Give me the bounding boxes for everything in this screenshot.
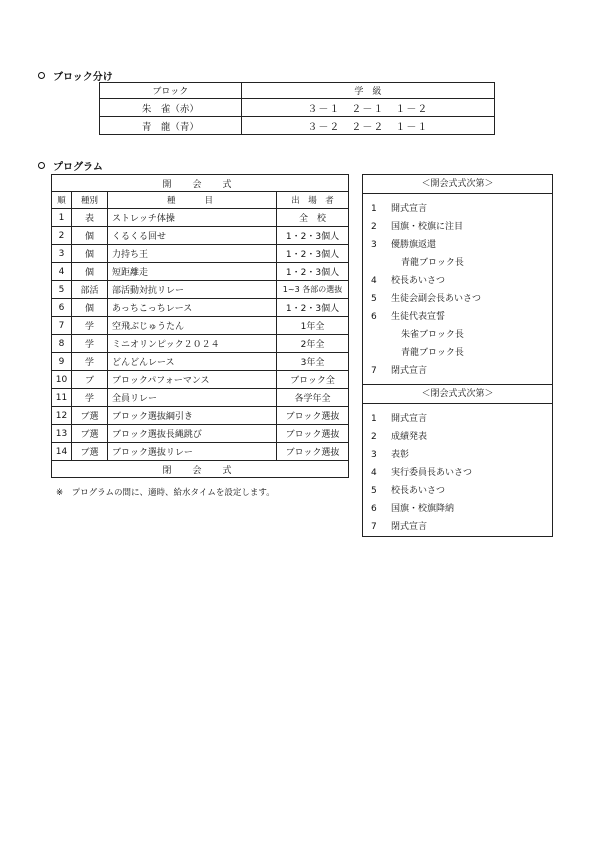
- order-cell: 10: [52, 371, 72, 389]
- list-item: [363, 290, 552, 308]
- item-number: 3: [371, 450, 377, 460]
- order-cell: 14: [52, 443, 72, 461]
- item-number: [363, 344, 401, 362]
- list-item: [363, 428, 552, 446]
- type-cell: ブ選: [72, 407, 108, 425]
- program-column-headers: [52, 192, 349, 209]
- event-header: 種 目: [108, 192, 277, 209]
- item-text: 生徒会副会長あいさつ: [391, 294, 482, 304]
- event-cell: どんどんレース: [108, 353, 277, 371]
- opening-ceremony-order-list: [363, 194, 552, 384]
- list-subitem: [363, 344, 552, 362]
- order-cell: 7: [52, 317, 72, 335]
- item-number: 4: [371, 468, 377, 478]
- type-cell: 学: [72, 317, 108, 335]
- participants-cell: ブロック選抜: [277, 443, 349, 461]
- table-row: [52, 281, 349, 299]
- item-text: 国旗・校旗に注目: [391, 222, 464, 232]
- event-cell: あっちこっちレース: [108, 299, 277, 317]
- type-cell: ブ: [72, 371, 108, 389]
- item-number: 5: [371, 486, 377, 496]
- participants-cell: 3年全: [277, 353, 349, 371]
- item-number: 6: [371, 312, 377, 322]
- table-row: [52, 407, 349, 425]
- opening-ceremony-label: 開 会 式: [52, 175, 349, 192]
- table-row: [52, 299, 349, 317]
- type-cell: 個: [72, 245, 108, 263]
- block-row: [100, 99, 495, 117]
- participants-cell: ブロック選抜: [277, 425, 349, 443]
- participants-cell: 1年全: [277, 317, 349, 335]
- list-subitem: [363, 254, 552, 272]
- participants-cell: 2年全: [277, 335, 349, 353]
- table-row: [52, 353, 349, 371]
- list-item: [363, 200, 552, 218]
- item-text: 朱雀ブロック長: [401, 330, 464, 340]
- program-section-heading: [38, 158, 103, 173]
- list-item: [363, 218, 552, 236]
- order-cell: 1: [52, 209, 72, 227]
- block-table-header: [100, 83, 495, 99]
- closing-ceremony-label: 閉 会 式: [52, 461, 349, 478]
- order-cell: 13: [52, 425, 72, 443]
- participants-cell: 各学年全: [277, 389, 349, 407]
- list-item: [363, 362, 552, 380]
- order-cell: 9: [52, 353, 72, 371]
- type-cell: 部活: [72, 281, 108, 299]
- program-note: ※ プログラムの間に、適時、給水タイムを設定します。: [56, 488, 275, 498]
- list-item: [363, 272, 552, 290]
- table-row: [52, 209, 349, 227]
- opening-ceremony-order-title: ＜開会式式次第＞: [363, 175, 552, 194]
- type-cell: 個: [72, 299, 108, 317]
- table-row: [52, 371, 349, 389]
- opening-ceremony-row: [52, 175, 349, 192]
- item-number: 6: [371, 504, 377, 514]
- list-subitem: [363, 326, 552, 344]
- type-cell: ブ選: [72, 425, 108, 443]
- circle-bullet-icon: [38, 162, 45, 169]
- table-row: [52, 335, 349, 353]
- item-number: 5: [371, 294, 377, 304]
- order-cell: 3: [52, 245, 72, 263]
- type-cell: 学: [72, 353, 108, 371]
- type-cell: 学: [72, 335, 108, 353]
- item-number: 7: [371, 522, 377, 532]
- list-item: [363, 482, 552, 500]
- event-cell: 部活動対抗リレー: [108, 281, 277, 299]
- list-item: [363, 236, 552, 254]
- block-name: 朱 雀（赤）: [100, 99, 242, 117]
- order-header: 順: [52, 192, 72, 209]
- block-col-header: ブロック: [100, 83, 242, 99]
- list-item: [363, 308, 552, 326]
- item-text: 表彰: [391, 450, 410, 460]
- order-cell: 2: [52, 227, 72, 245]
- type-cell: 表: [72, 209, 108, 227]
- type-cell: 個: [72, 227, 108, 245]
- item-text: 国旗・校旗降納: [391, 504, 455, 514]
- type-cell: 個: [72, 263, 108, 281]
- list-item: [363, 518, 552, 536]
- item-text: 開式宣言: [391, 414, 428, 424]
- participants-cell: 1・2・3個人: [277, 263, 349, 281]
- table-row: [52, 263, 349, 281]
- event-cell: ブロック選抜長縄跳び: [108, 425, 277, 443]
- item-text: 閉式宣言: [391, 366, 428, 376]
- item-number: 1: [371, 414, 377, 424]
- item-text: 校長あいさつ: [391, 276, 446, 286]
- item-number: 3: [371, 240, 377, 250]
- list-item: [363, 500, 552, 518]
- table-row: [52, 443, 349, 461]
- participants-cell: 1・2・3個人: [277, 245, 349, 263]
- order-cell: 5: [52, 281, 72, 299]
- event-cell: ブロック選抜リレー: [108, 443, 277, 461]
- closing-ceremony-row: [52, 461, 349, 478]
- participants-cell: ブロック全: [277, 371, 349, 389]
- block-name: 青 龍（青）: [100, 117, 242, 135]
- item-text: 校長あいさつ: [391, 486, 446, 496]
- block-classes: ３－１ ２－１ １－２: [241, 99, 494, 117]
- item-number: [363, 254, 401, 272]
- block-section-title: ブロック分け: [53, 72, 113, 83]
- table-row: [52, 227, 349, 245]
- item-text: 青龍ブロック長: [401, 348, 464, 358]
- item-number: 1: [371, 204, 377, 214]
- order-cell: 8: [52, 335, 72, 353]
- order-cell: 11: [52, 389, 72, 407]
- item-number: 2: [371, 432, 377, 442]
- block-classes: ３－２ ２－２ １－１: [241, 117, 494, 135]
- item-number: 4: [371, 276, 377, 286]
- item-text: 優勝旗返還: [391, 240, 437, 250]
- list-item: [363, 464, 552, 482]
- item-text: 青龍ブロック長: [401, 258, 464, 268]
- table-row: [52, 425, 349, 443]
- ceremony-order-box: [362, 174, 553, 537]
- item-text: 閉式宣言: [391, 522, 428, 532]
- event-cell: 短距離走: [108, 263, 277, 281]
- event-cell: 力持ち王: [108, 245, 277, 263]
- order-cell: 4: [52, 263, 72, 281]
- item-text: 成績発表: [391, 432, 428, 442]
- order-cell: 6: [52, 299, 72, 317]
- event-cell: 空飛ぶじゅうたん: [108, 317, 277, 335]
- program-table: [51, 174, 349, 478]
- item-text: 生徒代表宣誓: [391, 312, 446, 322]
- event-cell: ブロックパフォーマンス: [108, 371, 277, 389]
- participants-cell: 全 校: [277, 209, 349, 227]
- participants-cell: 1・2・3個人: [277, 227, 349, 245]
- table-row: [52, 389, 349, 407]
- event-cell: 全員リレー: [108, 389, 277, 407]
- table-row: [52, 317, 349, 335]
- participants-header: 出 場 者: [277, 192, 349, 209]
- participants-cell: 1~3 各部の選抜: [277, 281, 349, 299]
- table-row: [52, 245, 349, 263]
- type-cell: ブ選: [72, 443, 108, 461]
- event-cell: ブロック選抜綱引き: [108, 407, 277, 425]
- order-cell: 12: [52, 407, 72, 425]
- list-item: [363, 410, 552, 428]
- type-cell: 学: [72, 389, 108, 407]
- classes-col-header: 学 級: [241, 83, 494, 99]
- item-number: 7: [371, 366, 377, 376]
- list-item: [363, 446, 552, 464]
- participants-cell: 1・2・3個人: [277, 299, 349, 317]
- item-text: 実行委員長あいさつ: [391, 468, 473, 478]
- event-cell: ミニオリンピック２０２４: [108, 335, 277, 353]
- event-cell: くるくる回せ: [108, 227, 277, 245]
- block-section-heading: [38, 68, 113, 83]
- block-row: [100, 117, 495, 135]
- block-table: [99, 82, 495, 135]
- event-cell: ストレッチ体操: [108, 209, 277, 227]
- closing-ceremony-order-title: ＜閉会式式次第＞: [363, 384, 552, 404]
- type-header: 種別: [72, 192, 108, 209]
- participants-cell: ブロック選抜: [277, 407, 349, 425]
- program-section-title: プログラム: [53, 162, 103, 173]
- item-text: 開式宣言: [391, 204, 428, 214]
- circle-bullet-icon: [38, 72, 45, 79]
- item-number: [363, 326, 401, 344]
- closing-ceremony-order-list: [363, 404, 552, 540]
- item-number: 2: [371, 222, 377, 232]
